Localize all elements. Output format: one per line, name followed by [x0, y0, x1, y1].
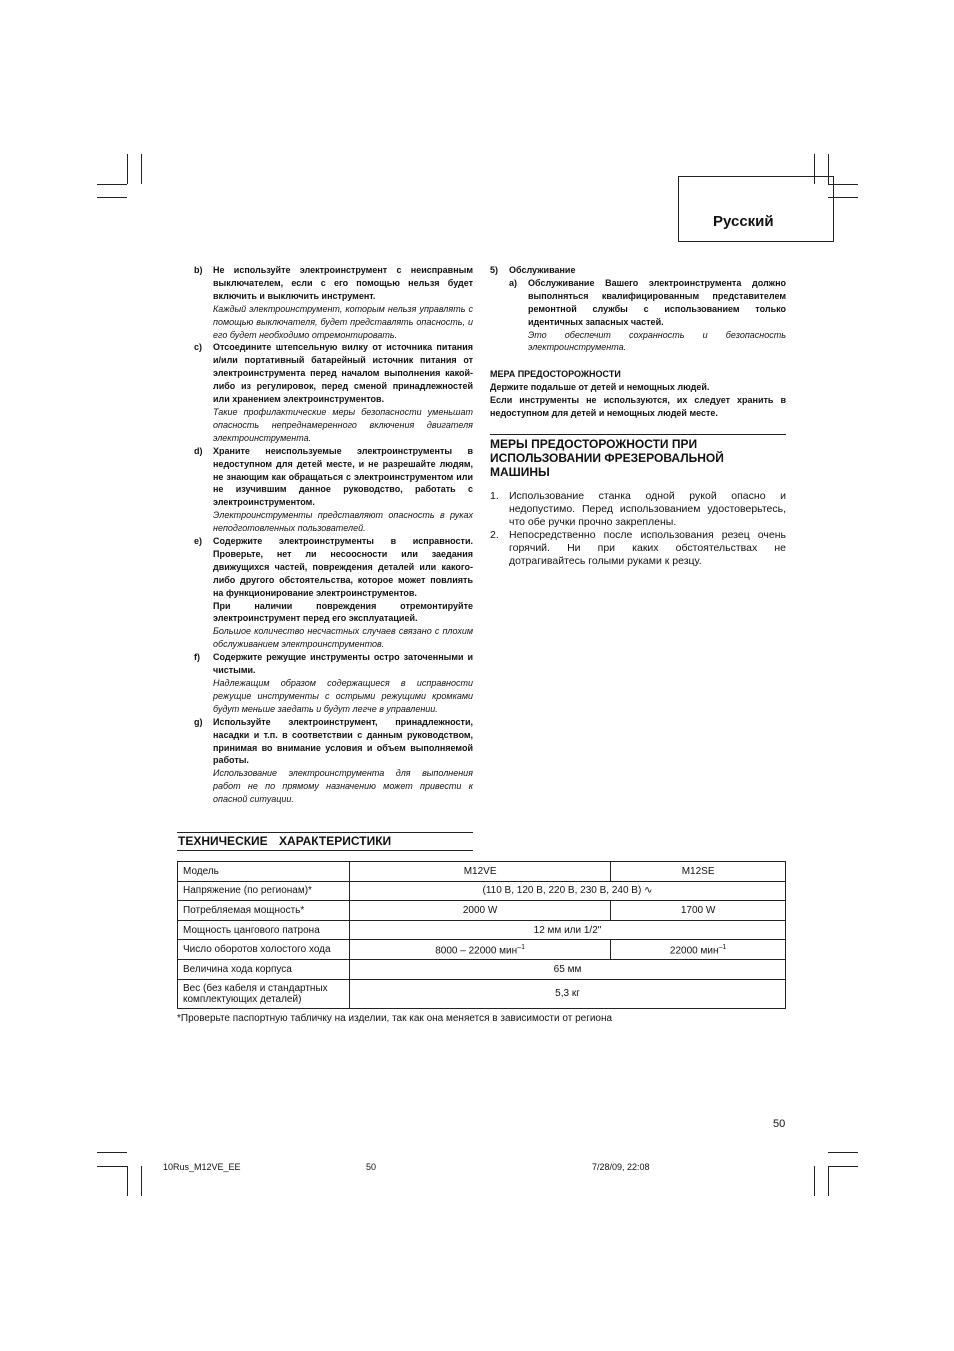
- item-instruction: Содержите режущие инструменты остро заточенными и чистыми.: [213, 652, 473, 676]
- speed-exponent: –1: [718, 943, 727, 951]
- language-label: Русский: [713, 213, 774, 230]
- caution-block: [490, 368, 786, 420]
- item-instruction: Не используйте электроинструмент с неисправным выключателем, если с его помощью нельзя будет включить и выключить инструмент.: [213, 265, 473, 301]
- item-explanation: Такие профилактические меры безопасности уменьшат опасность непреднамеренного включения двигателя электроинструмента.: [213, 406, 473, 443]
- item-marker: d): [194, 445, 203, 456]
- crop-mark: [127, 1166, 128, 1196]
- safety-list-right: [490, 264, 786, 568]
- language-box: [678, 176, 834, 242]
- list-item-text: Использование станка одной рукой опасно и недопустимо. Перед использованием удостоверьтесь, что обе ручки прочно закреплены.: [509, 489, 786, 528]
- router-section-heading: МЕРЫ ПРЕДОСТОРОЖНОСТИ ПРИ ИСПОЛЬЗОВАНИИ ФРЕЗЕРОВАЛЬНОЙ МАШИНЫ: [490, 434, 786, 479]
- spec-label: Вес (без кабеля и стандартных комплектующих деталей): [178, 979, 350, 1008]
- item-explanation: Электроинструменты представляют опасность в руках неподготовленных пользователей.: [213, 510, 473, 534]
- safety-item-g: [194, 716, 473, 806]
- item-explanation: Каждый электроинструмент, которым нельзя управлять с помощью выключателя, будет представлять опасность, и его будет необходимо отремонтировать.: [213, 303, 473, 340]
- service-section: [490, 264, 786, 354]
- item-instruction-extra: При наличии повреждения отремонтируйте электроинструмент перед его эксплуатацией.: [213, 600, 473, 624]
- ac-symbol-icon: ∿: [644, 885, 653, 897]
- service-subitem: [509, 277, 786, 354]
- item-marker: e): [194, 536, 203, 547]
- table-row: [178, 881, 786, 901]
- table-row: [178, 940, 786, 960]
- item-marker: b): [194, 265, 203, 275]
- list-marker: 2.: [490, 528, 499, 541]
- table-row: [178, 920, 786, 940]
- item-explanation: Использование электроинструмента для выполнения работ не по прямому назначению может привести к опасной ситуации.: [213, 768, 473, 805]
- crop-mark: [97, 184, 127, 185]
- voltage-value: (110 В, 120 В, 220 В, 230 В, 240 В): [482, 885, 642, 897]
- service-title: Обслуживание: [509, 265, 576, 275]
- spec-label: Напряжение (по регионам)*: [178, 881, 350, 901]
- list-item: [490, 490, 786, 529]
- item-explanation: Большое количество несчастных случаев связано с плохим обслуживанием электроинструментов.: [213, 626, 473, 650]
- spec-value: 65 мм: [350, 959, 786, 979]
- file-name: 10Rus_M12VE_EE: [163, 1162, 241, 1172]
- spec-label: Мощность цангового патрона: [178, 920, 350, 940]
- crop-mark: [828, 1166, 829, 1196]
- page-number: 50: [773, 1118, 786, 1130]
- safety-item-c: [194, 341, 473, 444]
- spec-value: [350, 881, 786, 901]
- service-explanation: Это обеспечит сохранность и безопасность электроинструмента.: [528, 329, 786, 353]
- crop-mark: [127, 154, 128, 184]
- spec-label: Величина хода корпуса: [178, 959, 350, 979]
- crop-mark: [97, 197, 127, 198]
- table-row: [178, 901, 786, 921]
- speed-exponent: –1: [517, 943, 525, 951]
- spec-label: Потребляемая мощность*: [178, 901, 350, 921]
- specs-heading: ТЕХНИЧЕСКИЕ ХАРАКТЕРИСТИКИ: [177, 832, 473, 851]
- item-marker: c): [194, 342, 203, 353]
- safety-item-e: [194, 535, 473, 651]
- subitem-marker: a): [509, 277, 518, 288]
- spec-label: Число оборотов холостого хода: [178, 940, 350, 960]
- caution-line: Держите подальше от детей и немощных людей.: [490, 382, 710, 393]
- table-row: [178, 862, 786, 882]
- speed-value: 22000 мин: [669, 944, 719, 956]
- item-instruction: Содержите электроинструменты в исправности. Проверьте, нет ли несоосности или заедания движущихся частей, повреждения деталей или какого-либо другого обстоятельства, которое может повлиять на функционирование электроинструментов.: [213, 536, 473, 598]
- item-marker: g): [194, 716, 203, 727]
- crop-mark: [97, 1152, 127, 1153]
- spec-value: 5,3 кг: [350, 979, 786, 1008]
- crop-mark: [814, 1166, 815, 1196]
- item-instruction: Используйте электроинструмент, принадлежности, насадки и т.п. в соответствии с данным руководством, принимая во внимание условия и объем выполняемой работы.: [213, 716, 473, 766]
- item-instruction: Отсоедините штепсельную вилку от источника питания и/или портативный батарейный источник питания от электроинструмента перед началом выполнения какой-либо из регулировок, перед сменой принадлежностей или хранением электроинструментов.: [213, 342, 473, 405]
- router-precautions-list: [490, 490, 786, 568]
- item-marker: 5): [490, 265, 499, 275]
- safety-item-d: [194, 445, 473, 535]
- item-marker: f): [194, 652, 200, 663]
- crop-mark: [828, 1166, 858, 1167]
- safety-item-b: [194, 264, 473, 341]
- spec-value: M12VE: [350, 862, 611, 882]
- item-instruction: Храните неиспользуемые электроинструменты в недоступном для детей месте, и не разрешайте людям, не знающим как обращаться с электроинструментом или не изучившим данное руководство, работать с электроинструментом.: [213, 445, 473, 508]
- specs-table: [177, 861, 786, 1009]
- crop-mark: [828, 1152, 858, 1153]
- timestamp: 7/28/09, 22:08: [592, 1162, 650, 1172]
- caution-line: Если инструменты не используются, их следует хранить в недоступном для детей и немощных людей месте.: [490, 395, 786, 419]
- file-page: 50: [366, 1162, 377, 1172]
- spec-value: 2000 W: [350, 901, 611, 921]
- service-instruction: Обслуживание Вашего электроинструмента должно выполняться квалифицированным представителем ремонтной службы с использованием только идентичных запасных частей.: [528, 277, 786, 327]
- crop-mark: [141, 154, 142, 184]
- spec-label: Модель: [178, 862, 350, 882]
- spec-value: M12SE: [611, 862, 786, 882]
- spec-value: [350, 940, 611, 960]
- item-explanation: Надлежащим образом содержащиеся в исправности режущие инструменты с острыми режущими кромками будут меньше заедать и будут легче в управлении.: [213, 678, 473, 714]
- table-row: [178, 959, 786, 979]
- table-row: [178, 979, 786, 1008]
- crop-mark: [97, 1166, 127, 1167]
- caution-title: МЕРА ПРЕДОСТОРОЖНОСТИ: [490, 369, 621, 380]
- list-item-text: Непосредственно после использования резец очень горячий. Ни при каких обстоятельствах не дотрагивайтесь голыми руками к резцу.: [509, 528, 786, 567]
- safety-list-left: [194, 264, 473, 806]
- speed-value: 8000 – 22000 мин: [435, 944, 518, 956]
- list-marker: 1.: [490, 489, 499, 502]
- crop-mark: [141, 1166, 142, 1196]
- safety-item-f: [194, 651, 473, 716]
- spec-value: [611, 940, 786, 960]
- list-item: [490, 529, 786, 568]
- spec-value: 12 мм или 1/2": [350, 920, 786, 940]
- specs-footnote: *Проверьте паспортную табличку на изделии, так как она меняется в зависимости от региона: [177, 1013, 613, 1024]
- spec-value: 1700 W: [611, 901, 786, 921]
